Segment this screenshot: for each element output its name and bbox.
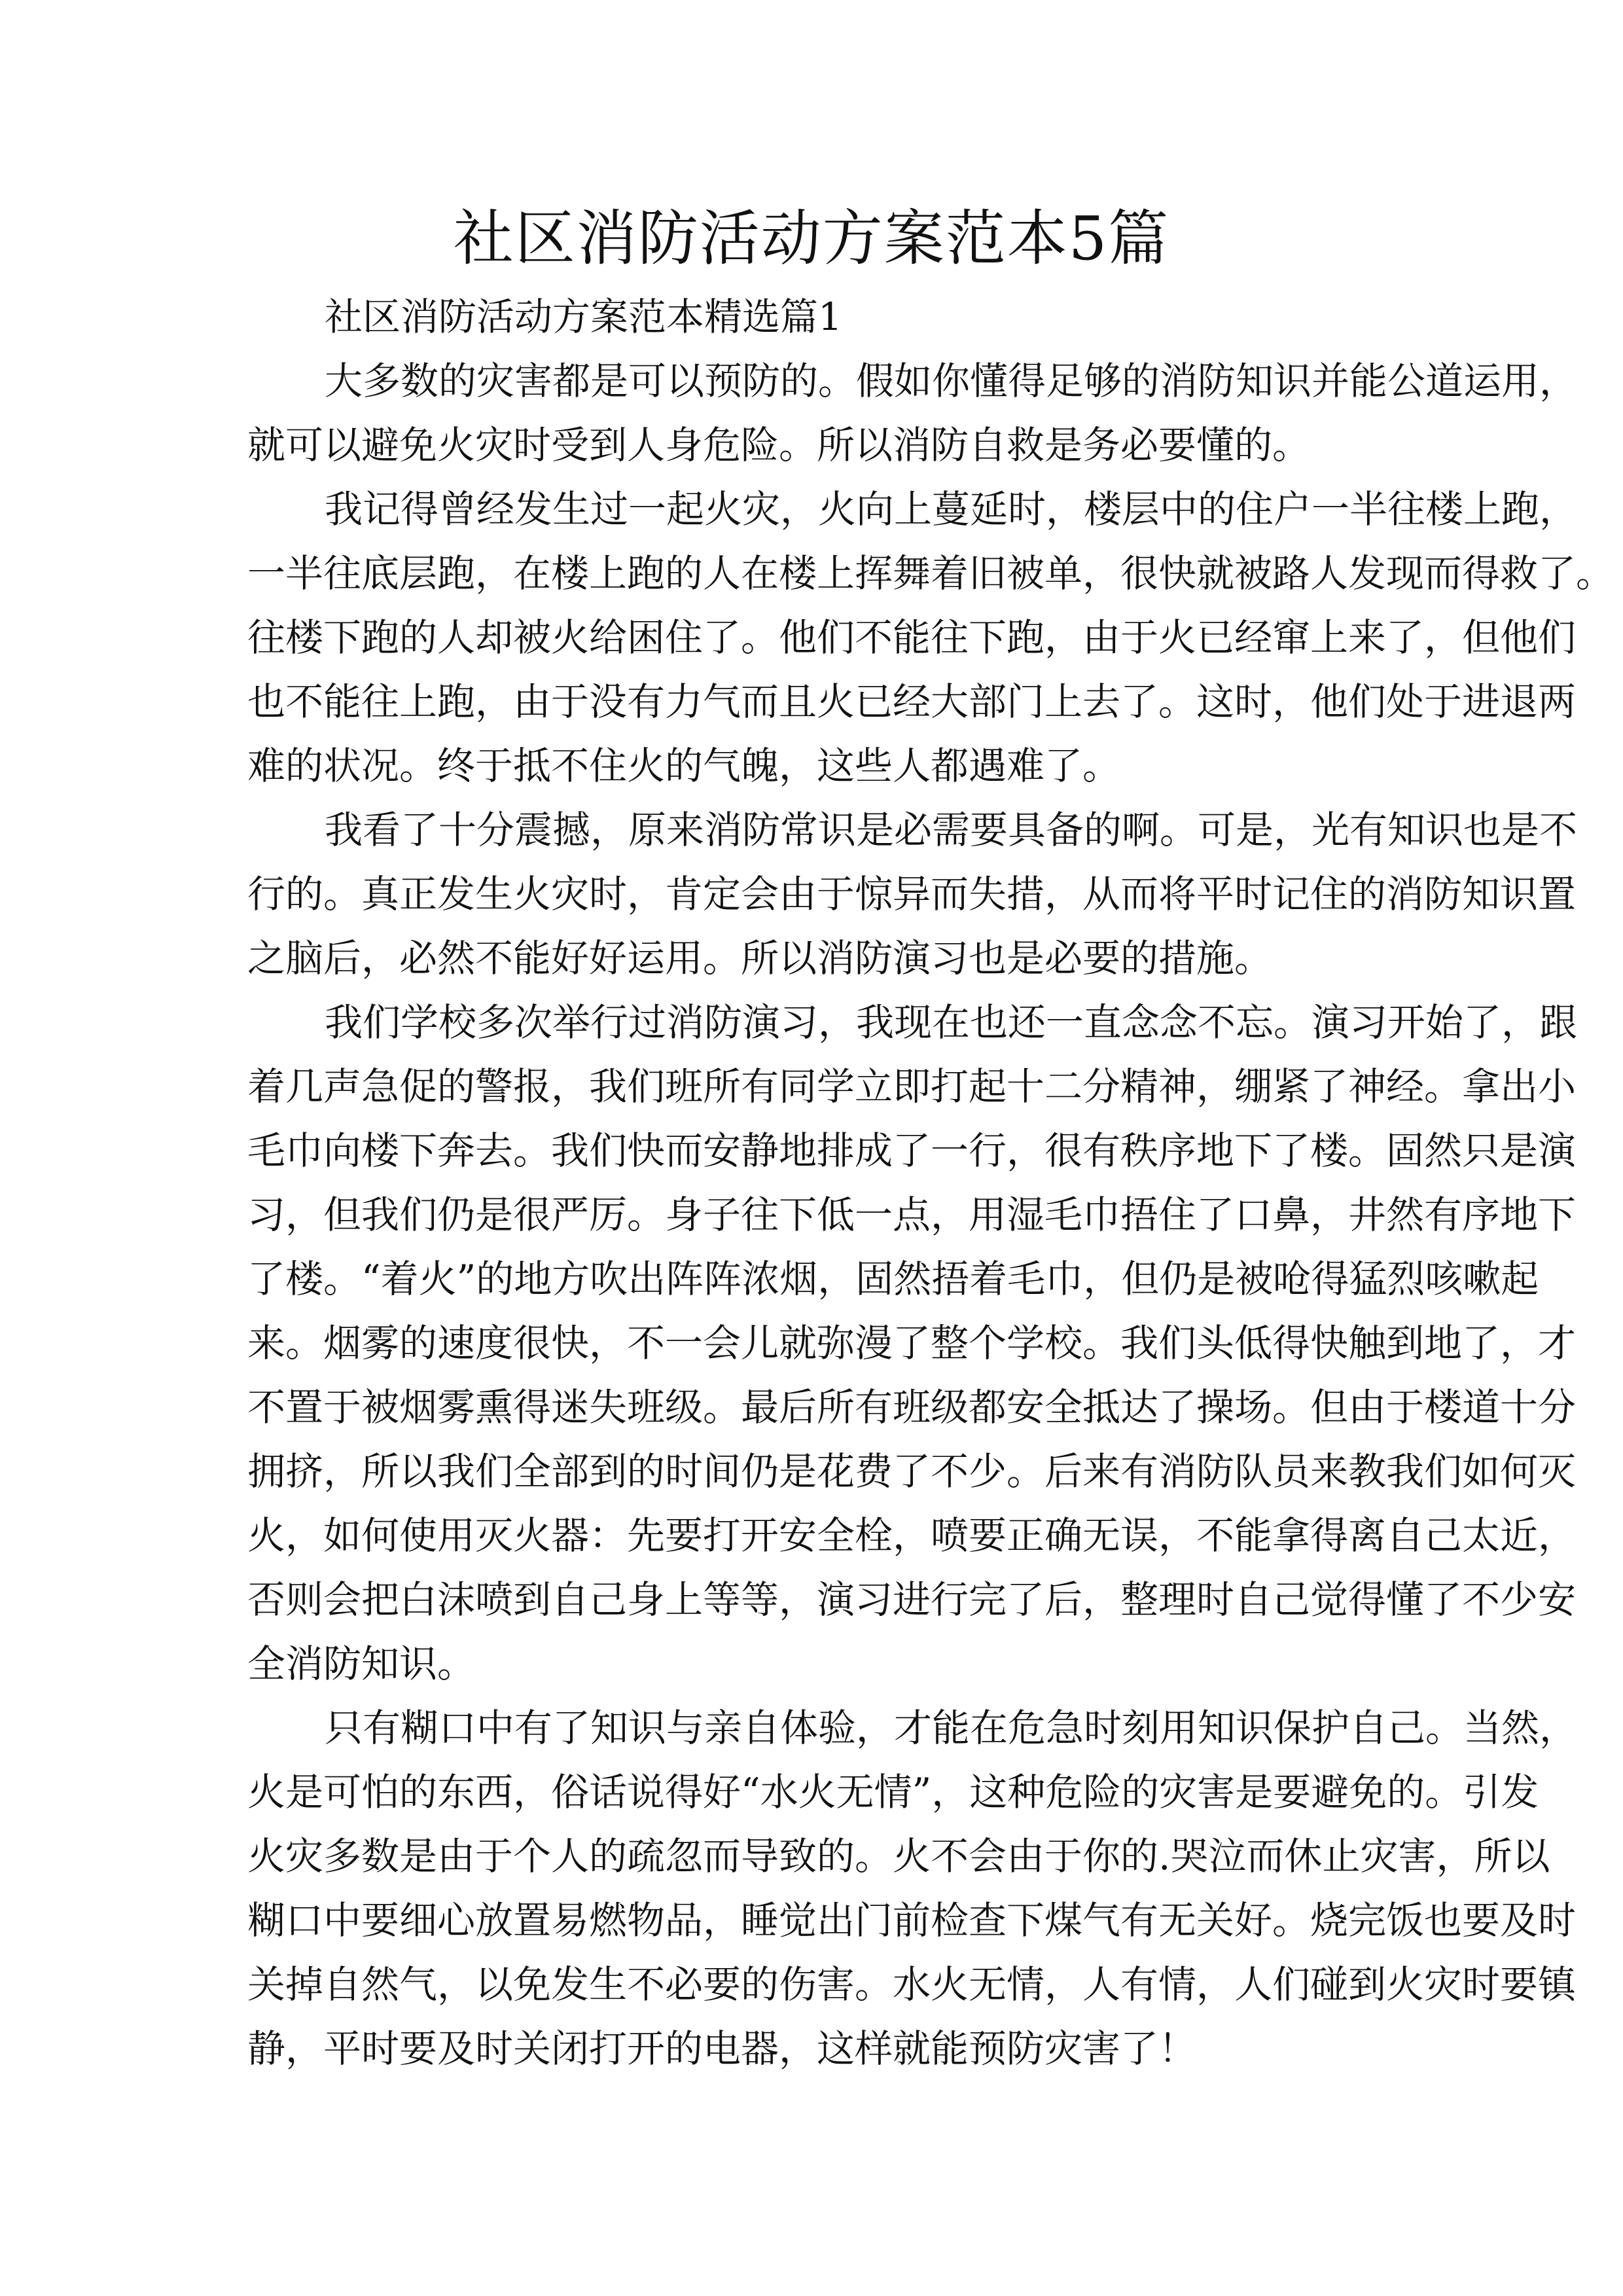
paragraph-line: 不置于被烟雾熏得迷失班级。最后所有班级都安全抵达了操场。但由于楼道十分 <box>247 1385 1577 1429</box>
paragraph-line: 之脑后，必然不能好好运用。所以消防演习也是必要的措施。 <box>247 936 1273 980</box>
paragraph-line: 难的状况。终于抵不住火的气魄，这些人都遇难了。 <box>247 744 1121 788</box>
paragraph-line: 关掉自然气，以免发生不必要的伤害。水火无情，人有情，人们碰到火灾时要镇 <box>247 1962 1577 2007</box>
paragraph-line: 只有糊口中有了知识与亲自体验，才能在危急时刻用知识保护自己。当然， <box>325 1706 1578 1750</box>
paragraph-line: 就可以避免火灾时受到人身危险。所以消防自救是务必要懂的。 <box>247 423 1311 467</box>
paragraph-line: 了楼。“着火”的地方吹出阵阵浓烟，固然捂着毛巾，但仍是被呛得猛烈咳嗽起 <box>247 1257 1539 1301</box>
paragraph-line: 火，如何使用灭火器：先要打开安全栓，喷要正确无误，不能拿得离自己太近， <box>247 1513 1577 1558</box>
paragraph-line: 也不能往上跑，由于没有力气而且火已经大部门上去了。这时，他们处于进退两 <box>247 679 1577 724</box>
paragraph-line: 否则会把白沫喷到自己身上等等，演习进行完了后，整理时自己觉得懂了不少安 <box>247 1577 1577 1622</box>
paragraph-line: 我们学校多次举行过消防演习，我现在也还一直念念不忘。演习开始了，跟 <box>325 1000 1578 1045</box>
paragraph-line: 大多数的灾害都是可以预防的。假如你懂得足够的消防知识并能公道运用， <box>325 359 1578 403</box>
paragraph-line: 静，平时要及时关闭打开的电器，这样就能预防灾害了！ <box>247 2026 1197 2071</box>
paragraph-line: 着几声急促的警报，我们班所有同学立即打起十二分精神，绷紧了神经。拿出小 <box>247 1064 1577 1109</box>
paragraph-line: 全消防知识。 <box>247 1641 476 1686</box>
paragraph <box>247 349 1578 477</box>
paragraph-line: 拥挤，所以我们全部到的时间仍是花费了不少。后来有消防队员来教我们如何灭 <box>247 1449 1577 1494</box>
document-title: 社区消防活动方案范本5篇 <box>453 204 1170 274</box>
paragraph <box>247 798 1578 990</box>
document-body <box>247 285 1614 2081</box>
paragraph-line: 我看了十分震撼，原来消防常识是必需要具备的啊。可是，光有知识也是不 <box>325 808 1578 852</box>
paragraph-line: 来。烟雾的速度很快，不一会儿就弥漫了整个学校。我们头低得快触到地了，才 <box>247 1321 1577 1365</box>
paragraph-line: 行的。真正发生火灾时，肯定会由于惊异而失措，从而将平时记住的消防知识置 <box>247 872 1577 916</box>
paragraph-line: 火灾多数是由于个人的疏忽而导致的。火不会由于你的.哭泣而休止灾害，所以 <box>247 1834 1550 1878</box>
paragraph <box>247 990 1578 1696</box>
section-heading: 社区消防活动方案范本精选篇1 <box>325 295 842 339</box>
paragraph <box>247 1696 1578 2081</box>
paragraph-line: 习，但我们仍是很严厉。身子往下低一点，用湿毛巾捂住了口鼻，井然有序地下 <box>247 1193 1577 1237</box>
paragraph-line: 毛巾向楼下奔去。我们快而安静地排成了一行，很有秩序地下了楼。固然只是演 <box>247 1128 1577 1173</box>
paragraphs <box>247 349 1614 2081</box>
paragraph-line: 我记得曾经发生过一起火灾，火向上蔓延时，楼层中的住户一半往楼上跑， <box>325 487 1578 531</box>
paragraph-line: 一半往底层跑，在楼上跑的人在楼上挥舞着旧被单，很快就被路人发现而得救了。 <box>247 551 1614 596</box>
paragraph <box>247 477 1614 798</box>
paragraph-line: 往楼下跑的人却被火给困住了。他们不能往下跑，由于火已经窜上来了，但他们 <box>247 615 1577 660</box>
paragraph-line: 火是可怕的东西，俗话说得好“水火无情”，这种危险的灾害是要避免的。引发 <box>247 1770 1539 1814</box>
paragraph-line: 糊口中要细心放置易燃物品，睡觉出门前检查下煤气有无关好。烧完饭也要及时 <box>247 1898 1577 1943</box>
